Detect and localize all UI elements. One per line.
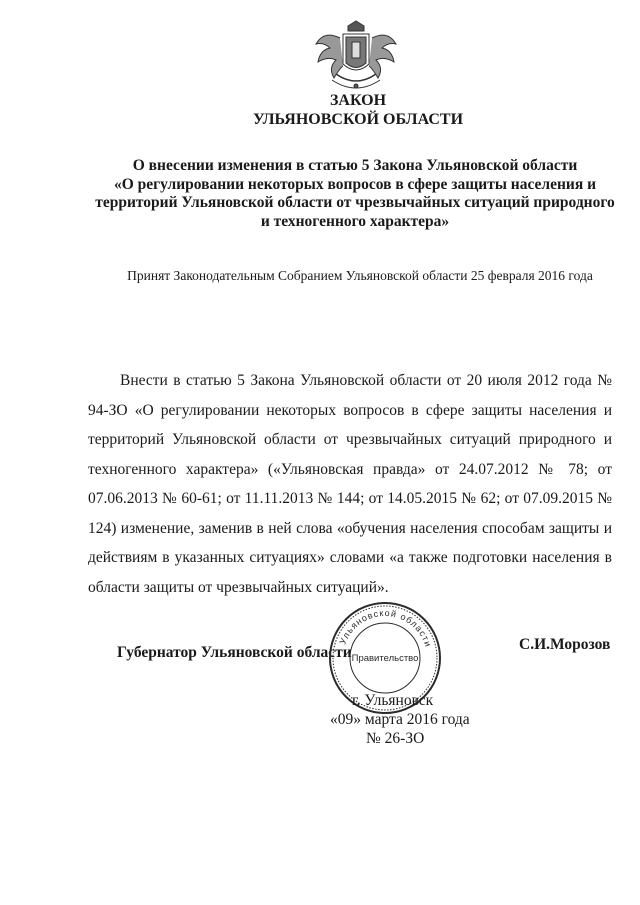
subject-line: территорий Ульяновской области от чрезвычайных ситуаций природного: [95, 194, 615, 211]
subject-line: О внесении изменения в статью 5 Закона Ульяновской области: [132, 157, 578, 174]
seal-ring-text: Ульяновской области: [337, 607, 434, 649]
law-body-text: Внести в статью 5 Закона Ульяновской области от 20 июля 2012 года № 94-ЗО «О регулировании некоторых вопросов в сфере защиты населения и территорий Ульяновской области от чрезвычайных ситуаций природного и техногенного характера» («Ульяновская правда» от 24.07.2012 № 78; от 07.06.2013 № 60-61; от 11.11.2013 № 144; от 14.05.2015 № 62; от 07.09.2015 № 124) изменение, заменив в ней слова «обучения населения способам защиты и действиям в указанных ситуациях» словами «а также подготовки населения в области защиты от чрезвычайных ситуаций».: [88, 372, 612, 596]
law-title-line1: ЗАКОН: [329, 92, 387, 109]
law-title: [0, 91, 640, 129]
city: г. Ульяновск: [352, 692, 434, 709]
law-subject: [95, 157, 615, 231]
governor-title: Губернатор Ульяновской области: [117, 644, 352, 661]
adoption-note: Принят Законодательным Собранием Ульяновской области 25 февраля 2016 года: [127, 268, 593, 283]
subject-line: и техногенного характера»: [260, 212, 450, 230]
subject-line: «О регулировании некоторых вопросов в сфере защиты населения и: [113, 175, 597, 193]
coat-of-arms-emblem: [310, 20, 402, 96]
law-date: «09» марта 2016 года: [330, 711, 470, 728]
law-title-line2: УЛЬЯНОВСКОЙ ОБЛАСТИ: [252, 111, 464, 128]
law-number: № 26-ЗО: [366, 730, 425, 747]
seal-center-text: Правительство: [351, 653, 419, 664]
governor-name: С.И.Морозов: [519, 636, 611, 653]
